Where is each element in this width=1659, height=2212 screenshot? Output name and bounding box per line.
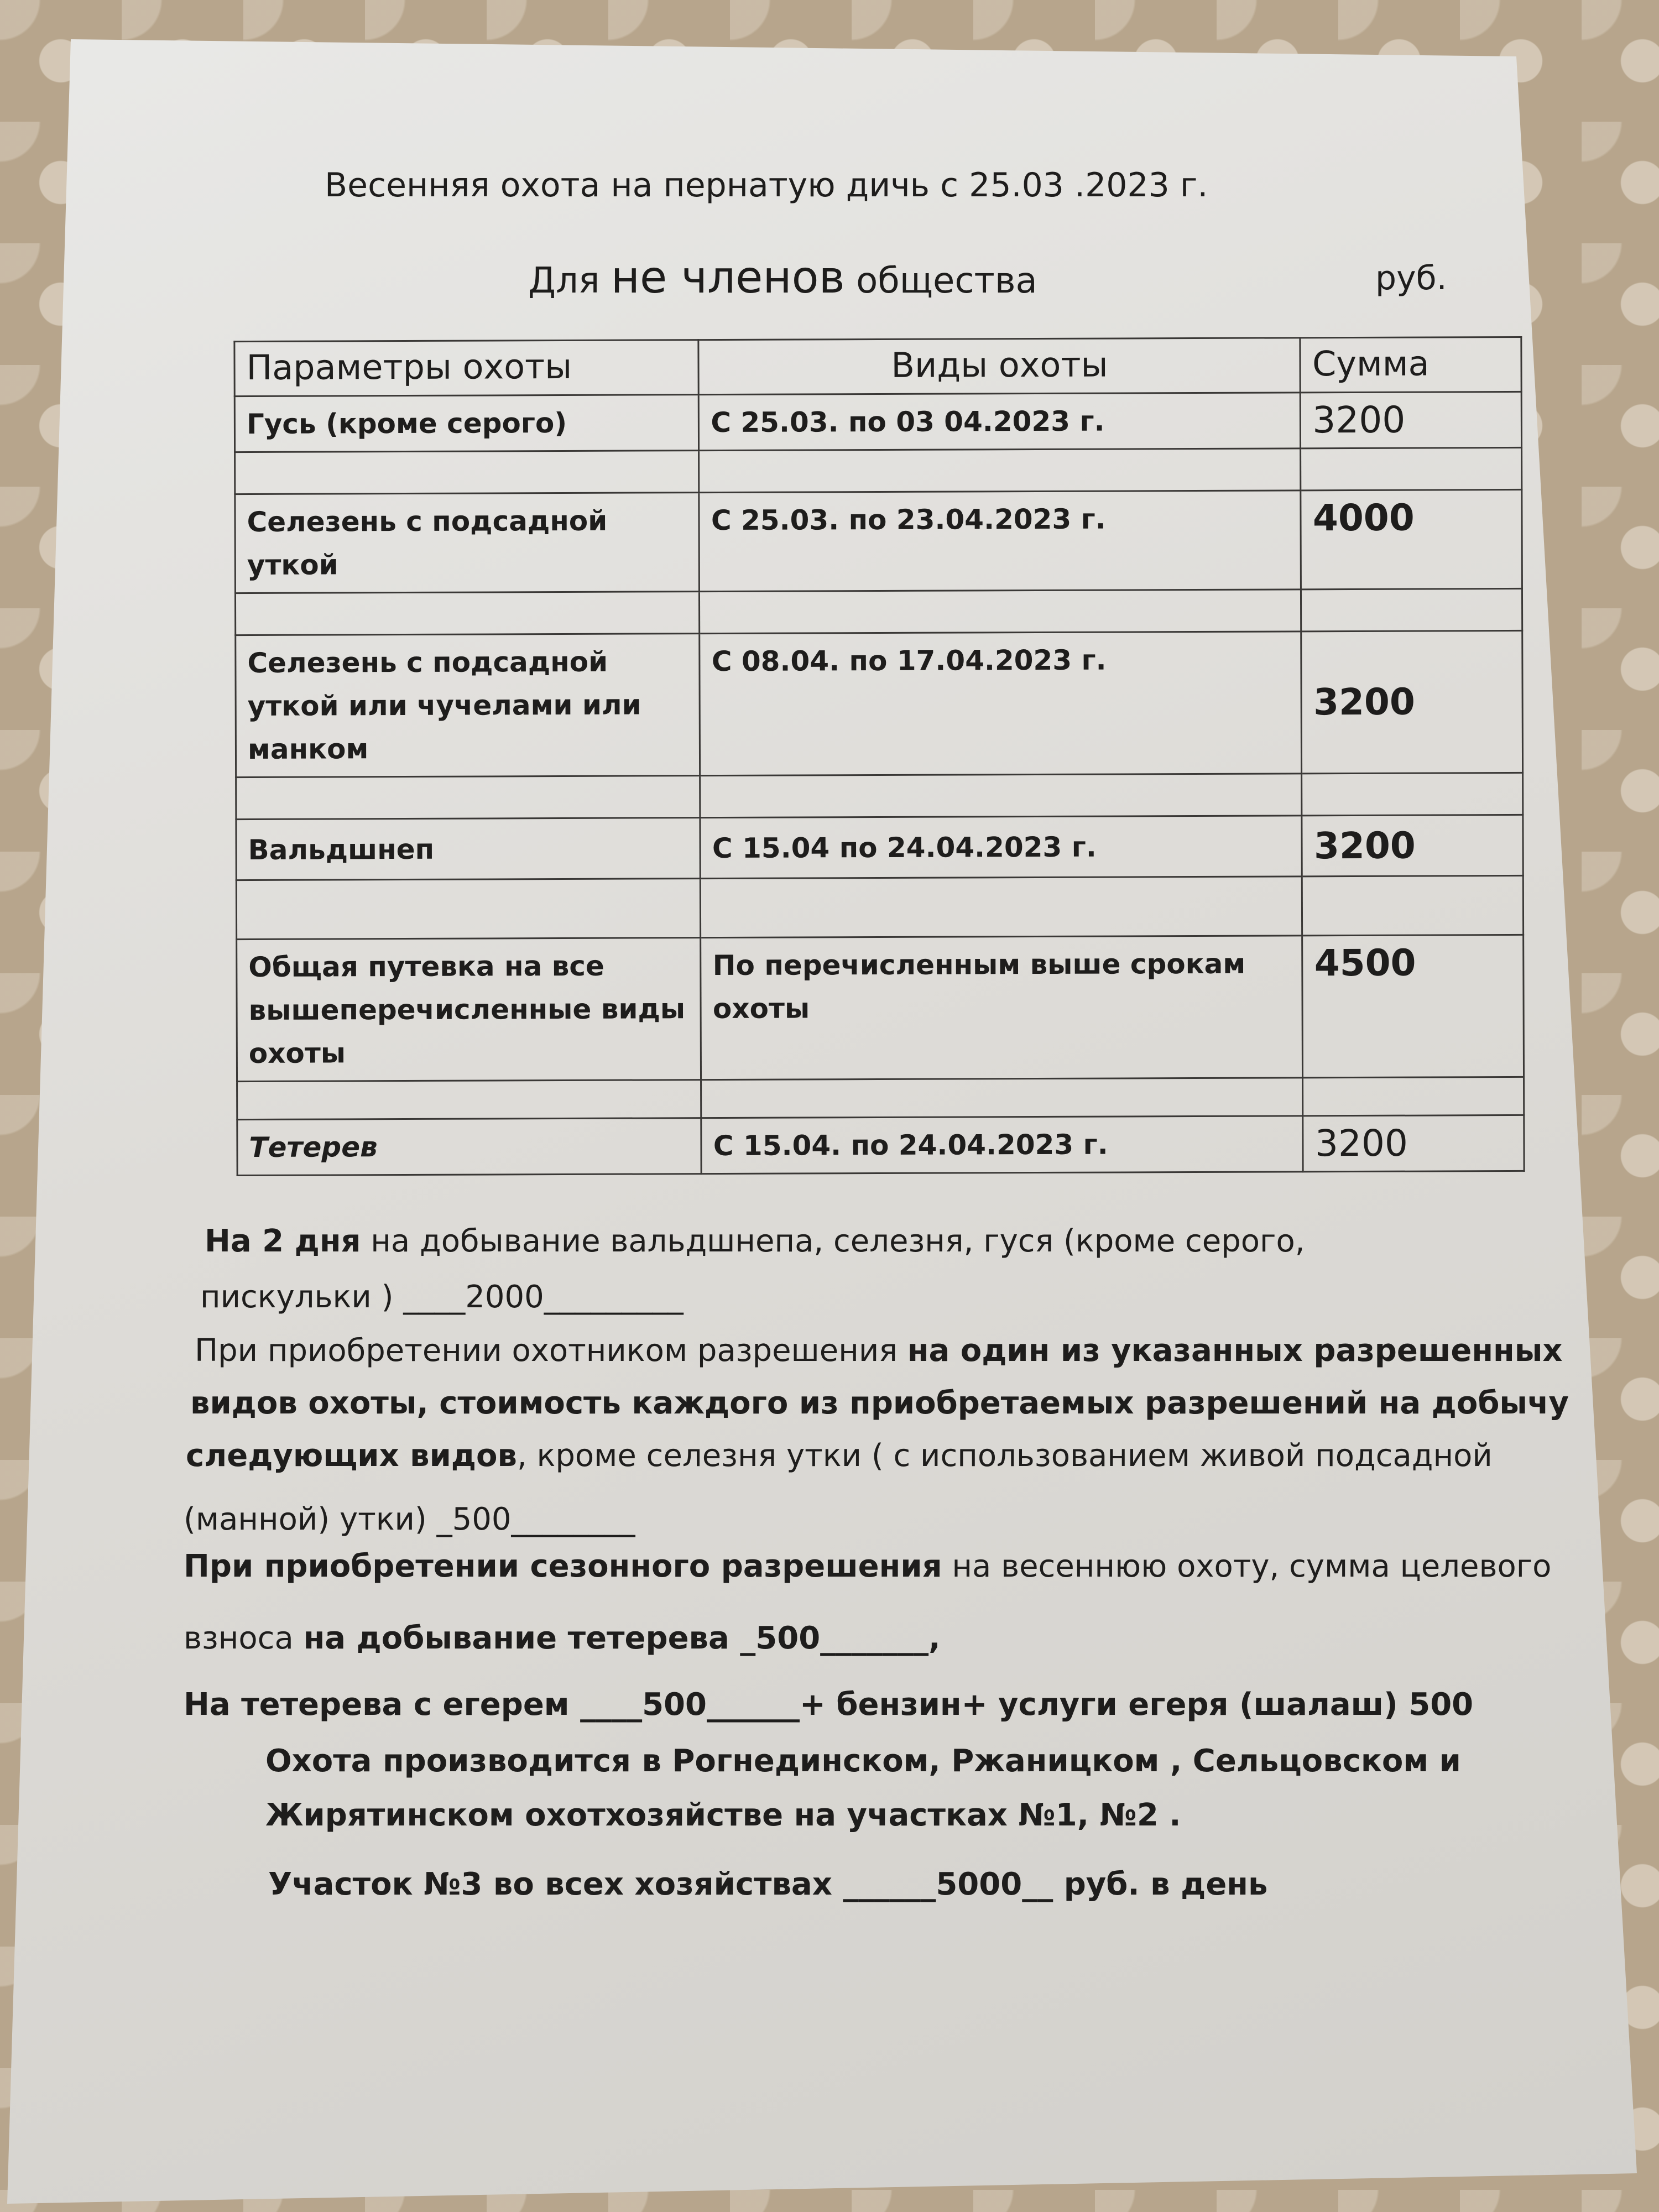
note-text: взноса bbox=[184, 1620, 304, 1656]
table-spacer-row bbox=[235, 447, 1522, 494]
row-param: Селезень с подсадной уткой bbox=[235, 493, 700, 593]
note-line bbox=[195, 1333, 1562, 1369]
note-bold: на один из указанных разрешенных bbox=[907, 1333, 1563, 1369]
table-spacer-row bbox=[236, 875, 1523, 939]
note-line: Охота производится в Рогнединском, Ржаницком , Сельцовском и bbox=[265, 1743, 1461, 1779]
row-param: Тетерев bbox=[237, 1118, 702, 1176]
header-types: Виды охоты bbox=[698, 338, 1300, 395]
row-param: Вальдшнеп bbox=[236, 818, 701, 880]
table-spacer-row bbox=[237, 1077, 1524, 1119]
table-row bbox=[235, 489, 1522, 593]
subtitle-post: общества bbox=[844, 260, 1037, 301]
table-row bbox=[236, 630, 1523, 777]
row-period: По перечисленным выше срокам охоты bbox=[701, 936, 1303, 1080]
document-title: Весенняя охота на пернатую дичь с 25.03 .2023 г. bbox=[325, 166, 1208, 205]
note-line: На тетерева с егерем ____500______+ бензин+ услуги егеря (шалаш) 500 bbox=[184, 1687, 1474, 1723]
table-spacer-row bbox=[236, 773, 1523, 819]
note-line: пискульки ) ____2000_________ bbox=[200, 1279, 684, 1315]
row-sum: 4500 bbox=[1302, 935, 1524, 1077]
note-bold: на добывание тетерева _500_______, bbox=[303, 1620, 941, 1656]
row-sum: 3200 bbox=[1301, 392, 1522, 448]
note-text: При приобретении охотником разрешения bbox=[195, 1333, 907, 1369]
note-text: на добывание вальдшнепа, селезня, гуся (кроме серого, bbox=[361, 1223, 1305, 1259]
note-text: , кроме селезня утки ( с использованием живой подсадной bbox=[517, 1438, 1493, 1474]
row-period: С 08.04. по 17.04.2023 г. bbox=[700, 632, 1302, 776]
header-sum: Сумма bbox=[1300, 337, 1521, 392]
subtitle-pre: Для bbox=[528, 260, 611, 301]
note-line bbox=[184, 1548, 1551, 1584]
table-header bbox=[234, 337, 1521, 396]
currency-unit: руб. bbox=[1375, 259, 1447, 298]
note-bold: На 2 дня bbox=[205, 1223, 361, 1259]
note-bold: следующих видов bbox=[186, 1438, 517, 1474]
note-line: Участок №3 во всех хозяйствах ______5000__ руб. в день bbox=[268, 1866, 1268, 1902]
row-period: С 25.03. по 03 04.2023 г. bbox=[699, 393, 1301, 451]
row-period: С 15.04 по 24.04.2023 г. bbox=[700, 816, 1302, 879]
note-line bbox=[186, 1438, 1493, 1474]
table-row bbox=[236, 815, 1523, 880]
note-bold: При приобретении сезонного разрешения bbox=[184, 1548, 942, 1584]
row-param: Селезень с подсадной уткой или чучелами или манком bbox=[236, 634, 700, 778]
subtitle-emphasis: не членов bbox=[611, 252, 845, 303]
row-param: Гусь (кроме серого) bbox=[234, 395, 699, 452]
row-sum: 4000 bbox=[1301, 489, 1522, 589]
row-sum: 3200 bbox=[1302, 815, 1523, 876]
note-line bbox=[184, 1620, 940, 1656]
note-line: (манной) утки) _500________ bbox=[184, 1501, 635, 1537]
note-line bbox=[205, 1223, 1305, 1259]
note-text: на весеннюю охоту, сумма целевого bbox=[942, 1548, 1552, 1584]
row-sum: 3200 bbox=[1301, 630, 1522, 773]
note-line: Жирятинском охотхозяйстве на участках №1, №2 . bbox=[265, 1797, 1181, 1833]
note-line: видов охоты, стоимость каждого из приобретаемых разрешений на добычу bbox=[190, 1385, 1569, 1421]
row-param: Общая путевка на все вышеперечисленные виды охоты bbox=[237, 938, 701, 1082]
row-period: С 25.03. по 23.04.2023 г. bbox=[699, 491, 1301, 592]
row-period: С 15.04. по 24.04.2023 г. bbox=[701, 1116, 1303, 1174]
table-row bbox=[234, 392, 1521, 452]
table-row bbox=[237, 935, 1524, 1081]
table-spacer-row bbox=[235, 588, 1522, 635]
header-params: Параметры охоты bbox=[234, 340, 699, 397]
row-sum: 3200 bbox=[1303, 1115, 1524, 1171]
price-table bbox=[233, 336, 1525, 1176]
table-row bbox=[237, 1115, 1524, 1175]
document-subtitle bbox=[528, 252, 1037, 303]
